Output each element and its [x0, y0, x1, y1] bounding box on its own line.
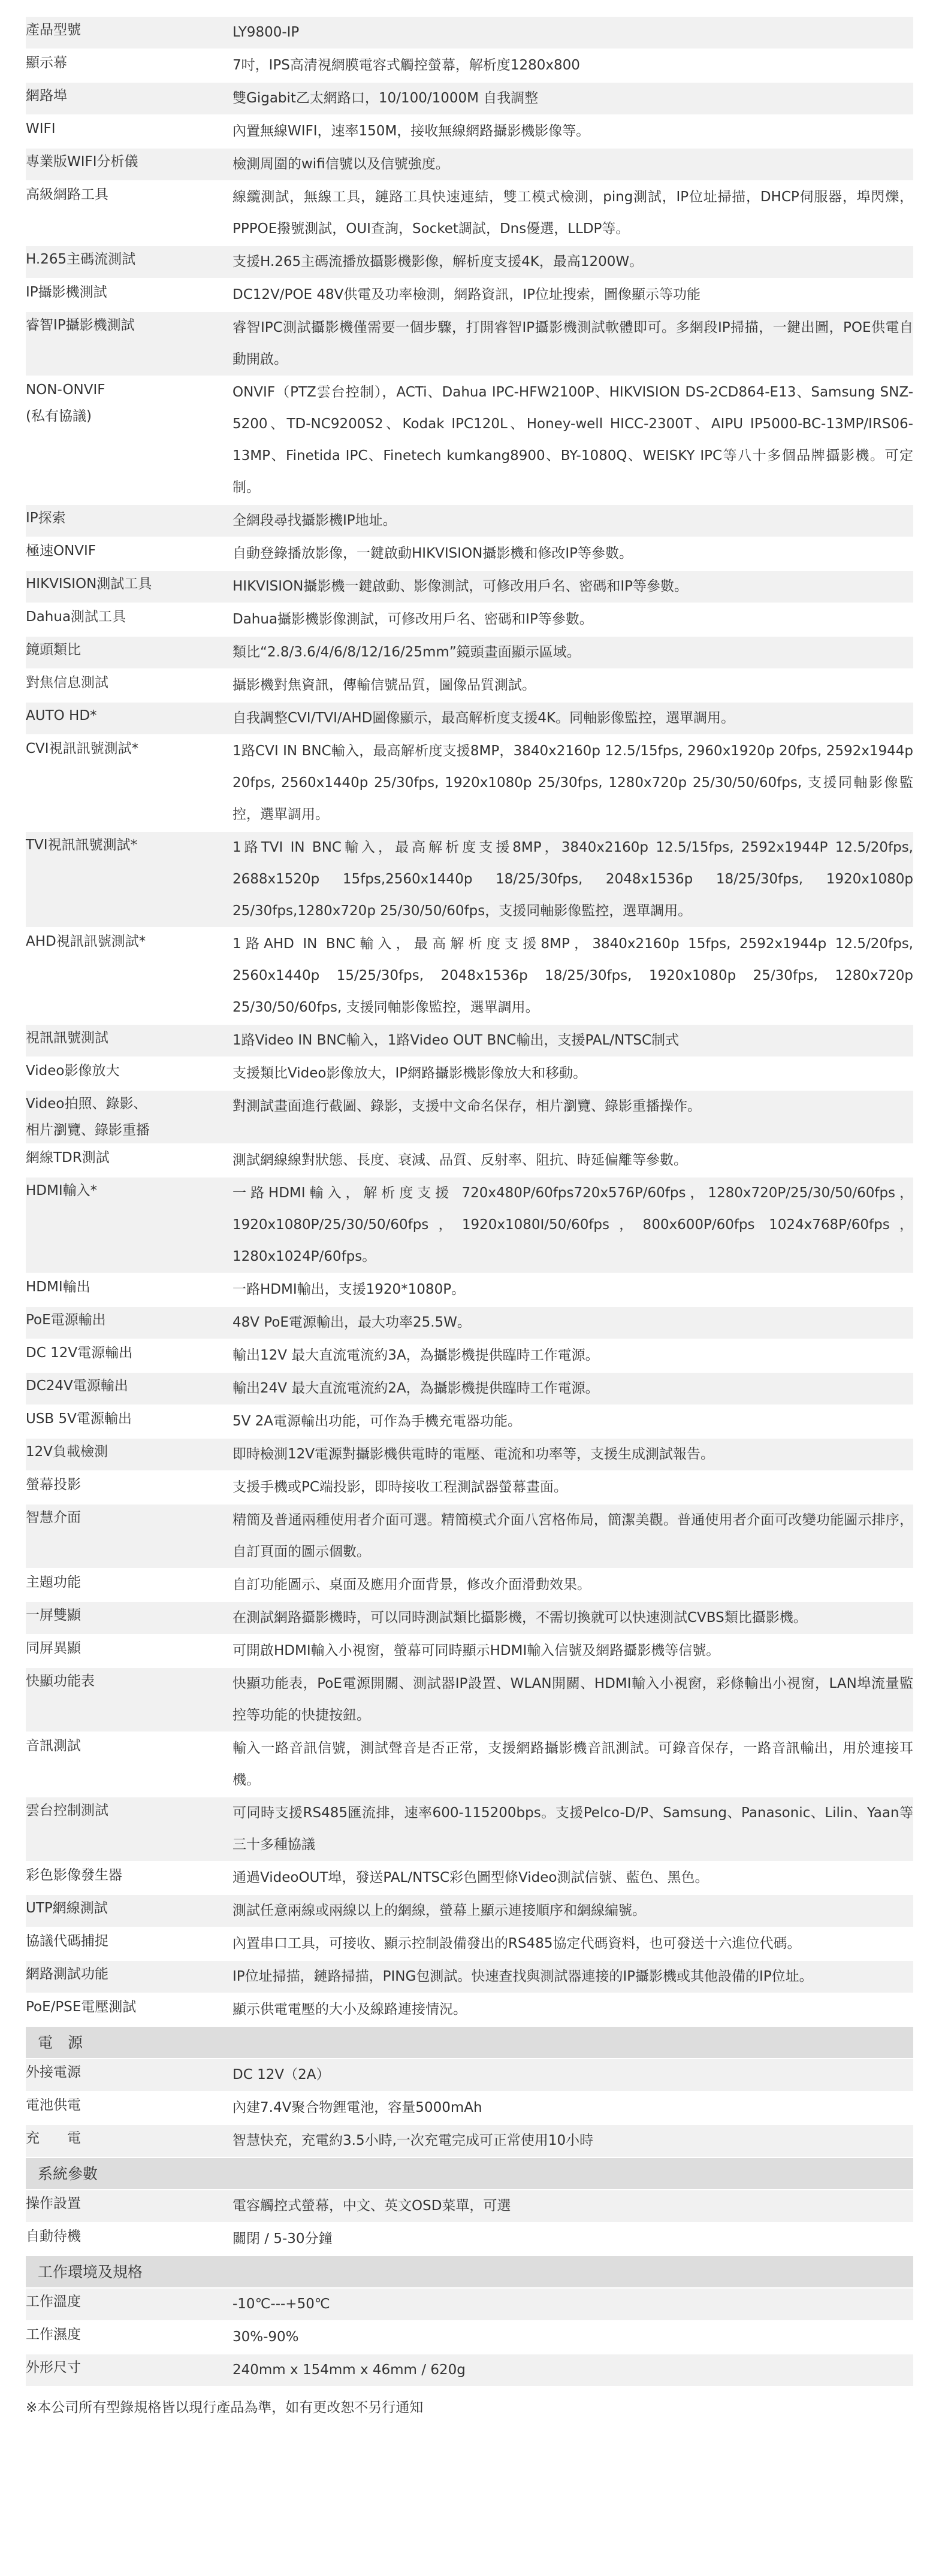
section-header: [26, 2157, 913, 2190]
spec-label-text: HIKVISION測試工具: [26, 576, 152, 592]
spec-value: 一路HDMI輸出，支援1920*1080P。: [233, 1273, 913, 1306]
spec-label: [26, 831, 233, 928]
spec-row: [26, 1024, 913, 1057]
spec-label-text: HDMI輸入*: [26, 1183, 98, 1198]
spec-label-text: 操作設置: [26, 2196, 81, 2211]
spec-value: 一路HDMI輸入，解析度支援 720x480P/60fps720x576P/60fps，1280x720P/25/30/50/60fps，1920x1080P/25/30/50/60fps，1920x1080I/50/60fps，800x600P/60fps 1024x768P/60fps，1280x1024P/60fps。: [233, 1177, 913, 1273]
spec-label-text: 雲台控制測試: [26, 1803, 108, 1818]
spec-label: [26, 2288, 233, 2321]
spec-value: IP位址掃描，鏈路掃描，PING包測試。快速查找與測試器連接的IP攝影機或其他設備的IP位址。: [233, 1960, 913, 1993]
spec-row: [26, 1667, 913, 1732]
spec-label-text: 視訊訊號測試: [26, 1030, 108, 1046]
spec-label-text: 工作溫度: [26, 2294, 81, 2309]
spec-value: 1路TVI IN BNC輸入，最高解析度支援8MP，3840x2160p 12.5/15fps, 2592x1944P 12.5/20fps, 2688x1520p 15fps,2560x1440p 18/25/30fps, 2048x1536p 18/25/30fps, 1920x1080p 25/30fps,1280x720p 25/30/50/60fps，支援同軸影像監控，選單調用。: [233, 831, 913, 928]
spec-label-text: 協議代碼捕捉: [26, 1933, 108, 1949]
spec-row: [26, 2288, 913, 2321]
spec-sheet: [26, 17, 913, 2420]
spec-label: [26, 2354, 233, 2387]
spec-value: -10℃---+50℃: [233, 2288, 913, 2321]
spec-label-text: Video影像放大: [26, 1063, 120, 1079]
spec-row: [26, 1144, 913, 1177]
spec-value: 線纜測試，無線工具，鏈路工具快速連結，雙工模式檢測，ping測試，IP位址掃描，DHCP伺服器，埠閃爍，PPPOE撥號測試，OUI查詢，Socket調試，Dns優選，LLDP等。: [233, 181, 913, 246]
spec-value: 精簡及普通兩種使用者介面可選。精簡模式介面八宮格佈局，簡潔美觀。普通使用者介面可改變功能圖示排序，自訂頁面的圖示個數。: [233, 1504, 913, 1569]
spec-label: [26, 669, 233, 702]
spec-label: [26, 1471, 233, 1504]
spec-row: [26, 570, 913, 603]
spec-label-text: AUTO HD*: [26, 708, 97, 724]
spec-label: [26, 1993, 233, 2026]
spec-row: [26, 636, 913, 669]
spec-label-text: Dahua測試工具: [26, 609, 126, 625]
spec-row: [26, 181, 913, 246]
spec-label-text: 自動待機: [26, 2229, 81, 2244]
spec-label: [26, 2059, 233, 2091]
spec-value: 輸出12V 最大直流電流約3A，為攝影機提供臨時工作電源。: [233, 1339, 913, 1372]
spec-label-text: 彩色影像發生器: [26, 1867, 122, 1883]
spec-label: [26, 376, 233, 504]
spec-label: [26, 1372, 233, 1405]
spec-row: [26, 1372, 913, 1405]
spec-label-text: H.265主碼流測試: [26, 252, 136, 267]
spec-value: 電容觸控式螢幕，中文、英文OSD菜單，可選: [233, 2190, 913, 2223]
spec-row: [26, 148, 913, 181]
spec-value: 1路AHD IN BNC輸入，最高解析度支援8MP，3840x2160p 15fps, 2592x1944p 12.5/20fps, 2560x1440p 15/25/30fps, 2048x1536p 18/25/30fps, 1920x1080p 25/30fps, 1280x720p 25/30/50/60fps, 支援同軸影像監控，選單調用。: [233, 928, 913, 1024]
spec-value: 240mm x 154mm x 46mm / 620g: [233, 2354, 913, 2387]
spec-label-text: DC 12V電源輸出: [26, 1345, 133, 1361]
spec-value: 即時檢測12V電源對攝影機供電時的電壓、電流和功率等，支援生成測試報告。: [233, 1438, 913, 1471]
spec-label: [26, 1177, 233, 1273]
spec-value: 內建7.4V聚合物鋰電池，容量5000mAh: [233, 2091, 913, 2124]
section-title: 電 源: [26, 2026, 913, 2059]
spec-value: 全網段尋找攝影機IP地址。: [233, 504, 913, 537]
spec-row: [26, 1602, 913, 1634]
footnote: ※本公司所有型錄規格皆以現行產品為準，如有更改恕不另行通知: [26, 2400, 424, 2415]
spec-label-text: UTP網線測試: [26, 1900, 108, 1916]
spec-label: [26, 1634, 233, 1667]
spec-label-text: 網線TDR測試: [26, 1150, 110, 1166]
spec-value: 支援H.265主碼流播放攝影機影像，解析度支援4K，最高1200W。: [233, 246, 913, 279]
spec-label: [26, 1144, 233, 1177]
spec-row: [26, 537, 913, 570]
spec-value: 在測試網路攝影機時，可以同時測試類比攝影機，不需切換就可以快速測試CVBS類比攝影機。: [233, 1602, 913, 1634]
spec-row: [26, 831, 913, 928]
spec-value: DC12V/POE 48V供電及功率檢測，網路資訊，IP位址搜索，圖像顯示等功能: [233, 279, 913, 311]
spec-value: 1路Video IN BNC輸入，1路Video OUT BNC輸出，支援PAL/NTSC制式: [233, 1024, 913, 1057]
spec-label-text: 極速ONVIF: [26, 543, 96, 559]
spec-value: 測試任意兩線或兩線以上的網線，螢幕上顯示連接順序和網線編號。: [233, 1894, 913, 1927]
spec-value: 測試網線線對狀態、長度、衰減、品質、反射率、阻抗、時延偏離等參數。: [233, 1144, 913, 1177]
spec-row: [26, 1177, 913, 1273]
spec-label: [26, 1927, 233, 1960]
spec-label-text: 螢幕投影: [26, 1477, 81, 1493]
spec-label: [26, 279, 233, 311]
spec-row: [26, 1569, 913, 1602]
spec-label-text: 充 電: [26, 2130, 81, 2146]
spec-row: [26, 1634, 913, 1667]
spec-label: [26, 1090, 233, 1144]
spec-label: [26, 504, 233, 537]
spec-label-text: 產品型號: [26, 22, 81, 38]
spec-label-text: DC24V電源輸出: [26, 1378, 128, 1394]
spec-label-text: 工作濕度: [26, 2327, 81, 2342]
spec-row: [26, 1732, 913, 1797]
spec-table-body: [26, 17, 913, 2387]
spec-row: [26, 1090, 913, 1144]
spec-value: 關閉 / 5-30分鐘: [233, 2223, 913, 2256]
spec-value: 類比“2.8/3.6/4/6/8/12/16/25mm”鏡頭畫面顯示區域。: [233, 636, 913, 669]
spec-value: 輸入一路音訊信號，測試聲音是否正常，支援網路攝影機音訊測試。可錄音保存，一路音訊輸出，用於連接耳機。: [233, 1732, 913, 1797]
spec-label: [26, 1438, 233, 1471]
spec-row: [26, 1306, 913, 1339]
spec-label-text-line2: 相片瀏覽、錄影重播: [26, 1122, 150, 1138]
spec-table: [26, 17, 913, 2387]
spec-row: [26, 1405, 913, 1438]
spec-label: [26, 1273, 233, 1306]
spec-label: [26, 1894, 233, 1927]
spec-row: [26, 2124, 913, 2157]
spec-value: 輸出24V 最大直流電流約2A，為攝影機提供臨時工作電源。: [233, 1372, 913, 1405]
spec-value: 快顯功能表，PoE電源開關、測試器IP設置、WLAN開關、HDMI輸入小視窗，彩條輸出小視窗，LAN埠流量監控等功能的快捷按鈕。: [233, 1667, 913, 1732]
spec-value: 攝影機對焦資訊，傳輸信號品質，圖像品質測試。: [233, 669, 913, 702]
spec-value: 1路CVI IN BNC輸入，最高解析度支援8MP，3840x2160p 12.5/15fps, 2960x1920p 20fps, 2592x1944p 20fps, 2560x1440p 25/30fps, 1920x1080p 25/30fps, 1280x720p 25/30/50/60fps, 支援同軸影像監控，選單調用。: [233, 735, 913, 831]
section-header: [26, 2256, 913, 2288]
spec-row: [26, 1471, 913, 1504]
spec-label-text: AHD視訊訊號測試*: [26, 934, 146, 949]
spec-label: [26, 1861, 233, 1894]
spec-label-text: 對焦信息測試: [26, 675, 108, 691]
spec-row: [26, 115, 913, 148]
spec-row: [26, 2091, 913, 2124]
spec-value: 30%-90%: [233, 2321, 913, 2354]
spec-label: [26, 2190, 233, 2223]
spec-label: [26, 17, 233, 49]
spec-label: [26, 181, 233, 246]
spec-label: [26, 1405, 233, 1438]
spec-label-text-line2: (私有協議): [26, 408, 92, 424]
spec-label-text: 網路測試功能: [26, 1966, 108, 1982]
spec-row: [26, 735, 913, 831]
spec-row: [26, 279, 913, 311]
spec-value: 內置無線WIFI，速率150M，接收無線網路攝影機影像等。: [233, 115, 913, 148]
spec-label-text: 網路埠: [26, 88, 67, 104]
spec-row: [26, 2223, 913, 2256]
spec-label-text: 主題功能: [26, 1575, 81, 1590]
spec-label-text: 一屏雙顯: [26, 1608, 81, 1623]
spec-row: [26, 928, 913, 1024]
spec-label: [26, 537, 233, 570]
spec-value: 7吋，IPS高清視網膜電容式觸控螢幕，解析度1280x800: [233, 49, 913, 82]
spec-label: [26, 1732, 233, 1797]
spec-label-text: NON-ONVIF: [26, 382, 105, 398]
spec-label-text: 外接電源: [26, 2065, 81, 2080]
spec-label-text: Video拍照、錄影、: [26, 1096, 147, 1112]
spec-value: Dahua攝影機影像測試，可修改用戶名、密碼和IP等參數。: [233, 603, 913, 636]
spec-label: [26, 603, 233, 636]
spec-label: [26, 1569, 233, 1602]
spec-label-text: HDMI輸出: [26, 1279, 90, 1295]
spec-row: [26, 49, 913, 82]
spec-value: 可開啟HDMI輸入小視窗，螢幕可同時顯示HDMI輸入信號及網路攝影機等信號。: [233, 1634, 913, 1667]
spec-label: [26, 148, 233, 181]
spec-value: 可同時支援RS485匯流排，速率600-115200bps。支援Pelco-D/P、Samsung、Panasonic、Lilin、Yaan等三十多種協議: [233, 1797, 913, 1861]
spec-label-text: 同屏異顯: [26, 1640, 81, 1656]
spec-row: [26, 1797, 913, 1861]
spec-label: [26, 2223, 233, 2256]
spec-row: [26, 2354, 913, 2387]
spec-value: HIKVISION攝影機一鍵啟動、影像測試，可修改用戶名、密碼和IP等參數。: [233, 570, 913, 603]
spec-label-text: TVI視訊訊號測試*: [26, 837, 138, 853]
spec-label: [26, 702, 233, 735]
spec-row: [26, 504, 913, 537]
spec-label-text: 高級網路工具: [26, 187, 108, 202]
spec-label: [26, 1797, 233, 1861]
spec-label-text: WIFI: [26, 121, 56, 137]
spec-value: 檢測周圍的wifi信號以及信號強度。: [233, 148, 913, 181]
spec-value: 支援手機或PC端投影，即時接收工程測試器螢幕畫面。: [233, 1471, 913, 1504]
spec-label: [26, 928, 233, 1024]
spec-label: [26, 115, 233, 148]
spec-value: 自訂功能圖示、桌面及應用介面背景，修改介面滑動效果。: [233, 1569, 913, 1602]
spec-label-text: PoE/PSE電壓測試: [26, 1999, 137, 2015]
spec-label: [26, 2091, 233, 2124]
section-title: 工作環境及規格: [26, 2256, 913, 2288]
spec-label: [26, 1960, 233, 1993]
spec-row: [26, 1438, 913, 1471]
spec-row: [26, 2321, 913, 2354]
spec-value: 48V PoE電源輸出，最大功率25.5W。: [233, 1306, 913, 1339]
spec-row: [26, 376, 913, 504]
spec-label-text: 電池供電: [26, 2097, 81, 2113]
spec-row: [26, 1894, 913, 1927]
spec-label-text: 專業版WIFI分析儀: [26, 154, 138, 169]
spec-label: [26, 1057, 233, 1090]
spec-label: [26, 82, 233, 115]
spec-value: 通過VideoOUT埠，發送PAL/NTSC彩色圖型條Video測試信號、藍色、黑色。: [233, 1861, 913, 1894]
spec-label: [26, 246, 233, 279]
spec-label: [26, 1306, 233, 1339]
spec-value: 睿智IPC測試攝影機僅需要一個步驟，打開睿智IP攝影機測試軟體即可。多網段IP掃描，一鍵出圖，POE供電自動開啟。: [233, 311, 913, 376]
spec-label: [26, 1602, 233, 1634]
spec-row: [26, 311, 913, 376]
spec-value: DC 12V（2A）: [233, 2059, 913, 2091]
spec-label-text: 外形尺寸: [26, 2360, 81, 2375]
spec-row: [26, 1273, 913, 1306]
spec-label: [26, 570, 233, 603]
spec-label-text: 鏡頭類比: [26, 642, 81, 658]
spec-label: [26, 2124, 233, 2157]
spec-row: [26, 603, 913, 636]
spec-label-text: 顯示幕: [26, 55, 67, 71]
spec-label-text: 睿智IP攝影機測試: [26, 317, 135, 333]
spec-row: [26, 2190, 913, 2223]
spec-value: 自我調整CVI/TVI/AHD圖像顯示，最高解析度支援4K。同軸影像監控，選單調用。: [233, 702, 913, 735]
spec-row: [26, 82, 913, 115]
spec-label: [26, 1024, 233, 1057]
spec-value: 5V 2A電源輸出功能，可作為手機充電器功能。: [233, 1405, 913, 1438]
section-header: [26, 2026, 913, 2059]
spec-label: [26, 735, 233, 831]
spec-label-text: IP探索: [26, 510, 66, 526]
spec-label-text: PoE電源輸出: [26, 1312, 106, 1328]
spec-label: [26, 636, 233, 669]
spec-value: 對測試畫面進行截圖、錄影，支援中文命名保存，相片瀏覽、錄影重播操作。: [233, 1090, 913, 1144]
spec-value: ONVIF（PTZ雲台控制），ACTi、Dahua IPC-HFW2100P、HIKVISION DS-2CD864-E13、Samsung SNZ-5200、TD-NC9200S2、Kodak IPC120L、Honey-well HICC-2300T、AIPU IP5000-BC-13MP/IRS06-13MP、Finetida IPC、Finetech kumkang8900、BY-1080Q、WEISKY IPC等八十多個品牌攝影機。可定制。: [233, 376, 913, 504]
spec-value: LY9800-IP: [233, 17, 913, 49]
spec-value: 智慧快充，充電約3.5小時,一次充電完成可正常使用10小時: [233, 2124, 913, 2157]
spec-row: [26, 1960, 913, 1993]
spec-label: [26, 49, 233, 82]
section-title: 系統參數: [26, 2157, 913, 2190]
spec-label: [26, 1504, 233, 1569]
spec-row: [26, 702, 913, 735]
spec-label: [26, 2321, 233, 2354]
spec-row: [26, 17, 913, 49]
spec-label: [26, 311, 233, 376]
spec-label-text: 音訊測試: [26, 1738, 81, 1754]
spec-row: [26, 1057, 913, 1090]
spec-label-text: 12V負載檢測: [26, 1444, 108, 1460]
spec-value: 雙Gigabit乙太網路口，10/100/1000M 自我調整: [233, 82, 913, 115]
spec-label: [26, 1339, 233, 1372]
spec-row: [26, 1504, 913, 1569]
spec-label-text: IP攝影機測試: [26, 284, 107, 300]
spec-value: 內置串口工具，可接收、顯示控制設備發出的RS485協定代碼資料，也可發送十六進位代碼。: [233, 1927, 913, 1960]
spec-label: [26, 1667, 233, 1732]
spec-value: 自動登錄播放影像，一鍵啟動HIKVISION攝影機和修改IP等參數。: [233, 537, 913, 570]
spec-row: [26, 246, 913, 279]
spec-row: [26, 1339, 913, 1372]
spec-label-text: 快顯功能表: [26, 1673, 95, 1689]
spec-value: 顯示供電電壓的大小及線路連接情況。: [233, 1993, 913, 2026]
spec-label-text: CVI視訊訊號測試*: [26, 741, 139, 756]
spec-row: [26, 1927, 913, 1960]
spec-row: [26, 669, 913, 702]
spec-label-text: 智慧介面: [26, 1510, 81, 1525]
spec-value: 支援類比Video影像放大，IP網路攝影機影像放大和移動。: [233, 1057, 913, 1090]
spec-label-text: USB 5V電源輸出: [26, 1411, 132, 1427]
spec-row: [26, 1861, 913, 1894]
spec-row: [26, 2059, 913, 2091]
spec-row: [26, 1993, 913, 2026]
